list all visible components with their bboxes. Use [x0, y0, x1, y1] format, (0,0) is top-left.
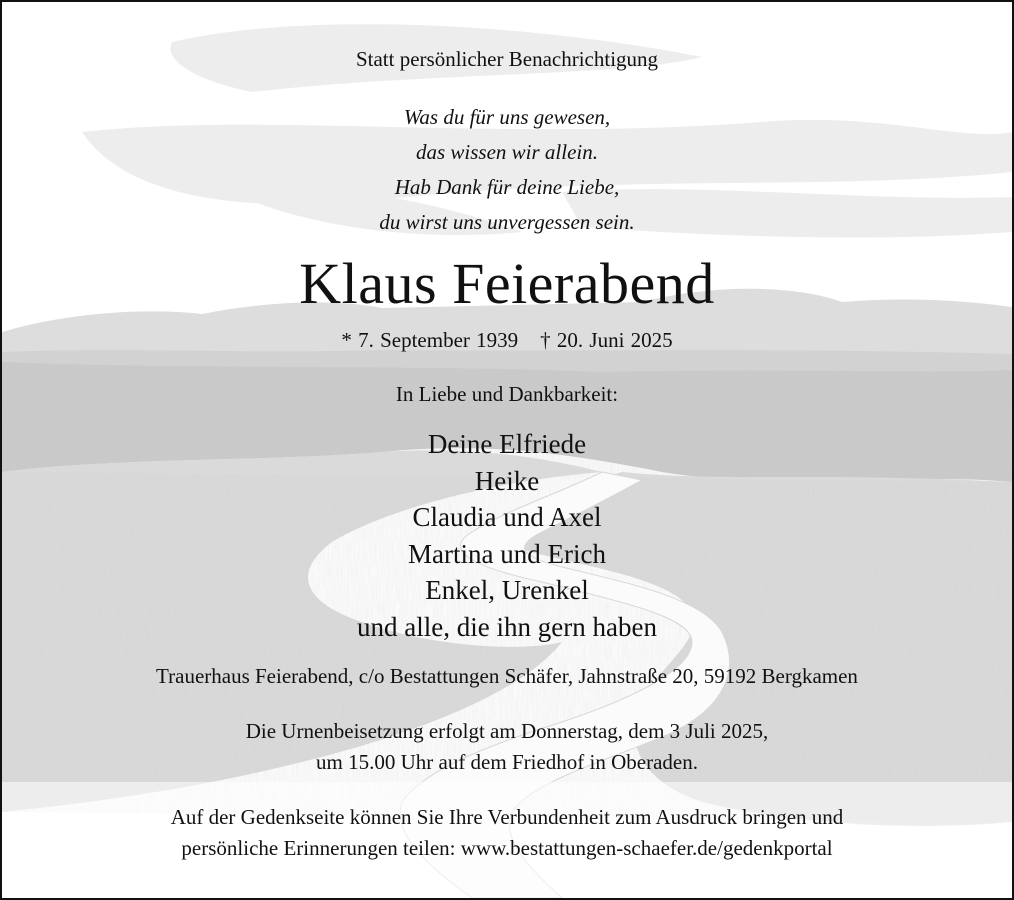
funeral-line: Die Urnenbeisetzung erfolgt am Donnerstag, dem 3 Juli 2025,	[245, 719, 769, 743]
family-member: Heike	[474, 465, 540, 496]
birth-date: * 7. September 1939	[341, 328, 519, 352]
poem-line: Was du für uns gewesen,	[403, 105, 611, 129]
family-member: Claudia und Axel	[412, 502, 602, 532]
poem-line: du wirst uns unvergessen sein.	[379, 210, 635, 234]
poem	[2, 100, 1012, 240]
family-member: Deine Elfriede	[427, 429, 587, 459]
house-address: Trauerhaus Feierabend, c/o Bestattungen Schäfer, Jahnstraße 20, 59192 Bergkamen	[156, 664, 858, 688]
life-dates	[2, 328, 1012, 353]
family-member: und alle, die ihn gern haben	[357, 611, 657, 642]
family-list	[2, 426, 1012, 645]
funeral-line: um 15.00 Uhr auf dem Friedhof in Oberaden.	[316, 750, 698, 774]
family-member: Enkel, Urenkel	[425, 575, 589, 605]
poem-line: Hab Dank für deine Liebe,	[394, 175, 620, 199]
death-date: † 20. Juni 2025	[540, 328, 673, 352]
family-member: Martina und Erich	[408, 538, 606, 569]
lead-text: Statt persönlicher Benachrichtigung	[355, 47, 659, 71]
memorial-info	[2, 802, 1012, 864]
memorial-line: Auf der Gedenkseite können Sie Ihre Verbundenheit zum Ausdruck bringen und	[170, 805, 844, 829]
gratitude-line: In Liebe und Dankbarkeit:	[395, 382, 619, 406]
poem-line: das wissen wir allein.	[415, 140, 599, 164]
deceased-name: Klaus Feierabend	[299, 251, 715, 316]
funeral-details	[2, 716, 1012, 778]
memorial-line: persönliche Erinnerungen teilen: www.bestattungen-schaefer.de/gedenkportal	[181, 836, 833, 860]
notice-content	[2, 2, 1012, 898]
